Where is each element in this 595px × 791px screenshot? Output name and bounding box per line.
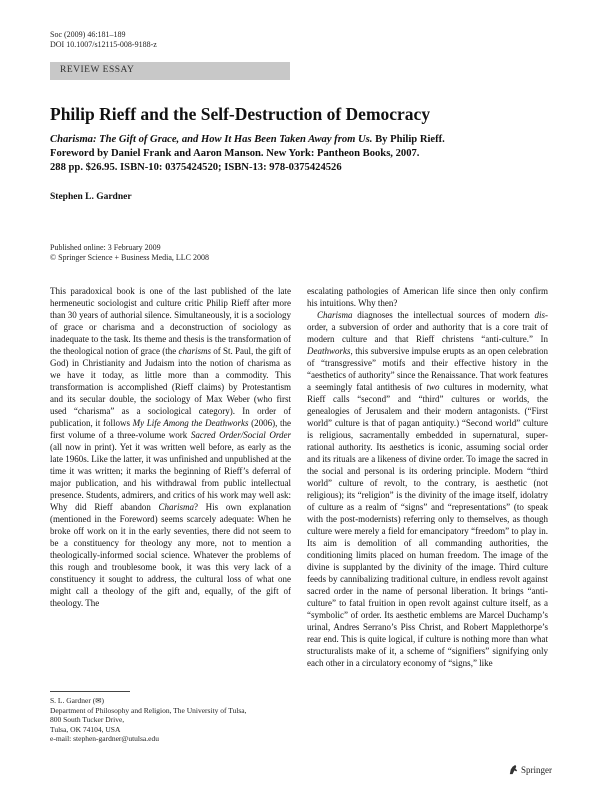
paragraph: escalating pathologies of American life since then only confirm his intuitions. Why then? xyxy=(307,286,548,308)
published-online: Published online: 3 February 2009 xyxy=(50,243,161,252)
body-column-right xyxy=(307,285,548,669)
author-affiliation: S. L. Gardner (✉) Department of Philosophy and Religion, The University of Tulsa, 800 South Tucker Drive, Tulsa, OK 74104, USA e-mail: stephen-gardner@utulsa.edu xyxy=(50,696,247,743)
paragraph: This paradoxical book is one of the last published of the late hermeneutic sociologist and culture critic Philip Rieff after more than 30 years of authorial silence. Simultaneously, it is a sociology of grace or charisma and a deconstruction of sociology as inadequate to the task. Its theme and thesis is the transformation of the theological notion of grace (the charisms of St. Paul, the gift of God) in Christianity and Judaism into the notion of charisma as we have it today, as little more than a commodity. This transformation is accomplished (Rieff claims) by Protestantism and its secular double, the sociology of Max Weber (who first used “charisma” as a sociological category). In order of publication, it follows My Life Among the Deathworks (2006), the first volume of a three-volume work Sacred Order/Social Order (all now in print). Yet it was written well before, as early as the late 1960s. Like the latter, it was unfinished and unpublished at the time it was written; it marks the beginning of Rieff’s deferral of major publication, and his withdrawal from public intellectual presence. Students, admirers, and critics of his work may well ask: Why did Rieff abandon Charisma? His own explanation (mentioned in the Foreword) seems scarcely adequate: When he broke off work on it in the early seventies, there did not seem to be a constituency for theology any more, not to mention a theologically-informed social science. Whatever the problems of this rough and troublesome book, it was this very lack of a constituency it sought to address, the cultural loss of what one might call a theology of the gift and, equally, of the gift of theology. The xyxy=(50,286,291,608)
section-label: REVIEW ESSAY xyxy=(60,65,135,75)
springer-horse-icon xyxy=(508,764,519,775)
journal-meta xyxy=(50,30,157,50)
author-name: Stephen L. Gardner xyxy=(50,192,132,202)
article-title: Philip Rieff and the Self-Destruction of Democracy xyxy=(50,104,431,124)
journal-citation: Soc (2009) 46:181–189 xyxy=(50,30,126,39)
doi: DOI 10.1007/s12115-008-9188-z xyxy=(50,40,157,49)
copyright: © Springer Science + Business Media, LLC 2008 xyxy=(50,253,210,262)
paragraph: Charisma diagnoses the intellectual sources of modern dis-order, a subversion of order and authority that is a core trait of modern culture and that Rieff christens “anti-culture.” In Deathworks, this subversive impulse erupts as an open celebration of “transgressive” motifs and their effective history in the “aesthetics of authority” since the Renaissance. That work features a seemingly fatal antithesis of two cultures in modernity, what Rieff calls “second” and “third” cultures or worlds, the genealogies of Jerusalem and their modern antagonists. (“First world” culture is that of pagan antiquity.) “Second world” culture is religious, sacramentally embedded in supernatural, super-rational authority. Its aesthetics is iconic, assuming social order and its rituals are a likeness of divine order. To image the sacred in the social and personal is its ordering principle. Modern “third world” culture of revolt, to the contrary, is aesthetic (not religious); its “religion” is the divinity of the image itself, idolatry of culture as a realm of “signs” and “representations” (to speak with the post-modernists) referring only to themselves, as though culture were merely a field for emancipatory “freedom” to play in. Its aim is demolition of all commanding authorities, the conditioning limits placed on human freedom. The image of the divine is supplanted by the divinity of the image. Third culture feeds by cannibalizing traditional culture, in endless revolt against sacred order in the name of personal liberation. It brings “anti-culture” to fatal fruition in open revolt against culture itself, as a “symbolic” of order. Its aesthetic emblems are Marcel Duchamp’s urinal, Andres Serrano’s Piss Christ, and Robert Mapplethorpe’s rear end. This is quite logical, if culture is nothing more than what structuralists make of it, a scheme of “signifiers” signifying only each other in a circulatory economy of “signs,” like xyxy=(307,310,549,668)
book-foreword: Foreword by Daniel Frank and Aaron Manson. New York: Pantheon Books, 2007. xyxy=(50,148,420,159)
publisher-logo xyxy=(508,764,552,775)
book-author: By Philip Rieff. xyxy=(372,134,445,145)
book-details xyxy=(50,133,550,175)
publisher-name: Springer xyxy=(521,764,552,775)
section-band xyxy=(50,62,290,80)
book-isbn: 288 pp. $26.95. ISBN-10: 0375424520; ISBN-13: 978-0375424526 xyxy=(50,162,342,173)
body-column-left xyxy=(50,285,291,609)
publication-info xyxy=(50,243,209,263)
footnote-rule xyxy=(50,691,130,692)
author-email: e-mail: stephen-gardner@utulsa.edu xyxy=(50,734,159,743)
book-title: Charisma: The Gift of Grace, and How It Has Been Taken Away from Us. xyxy=(50,134,373,145)
